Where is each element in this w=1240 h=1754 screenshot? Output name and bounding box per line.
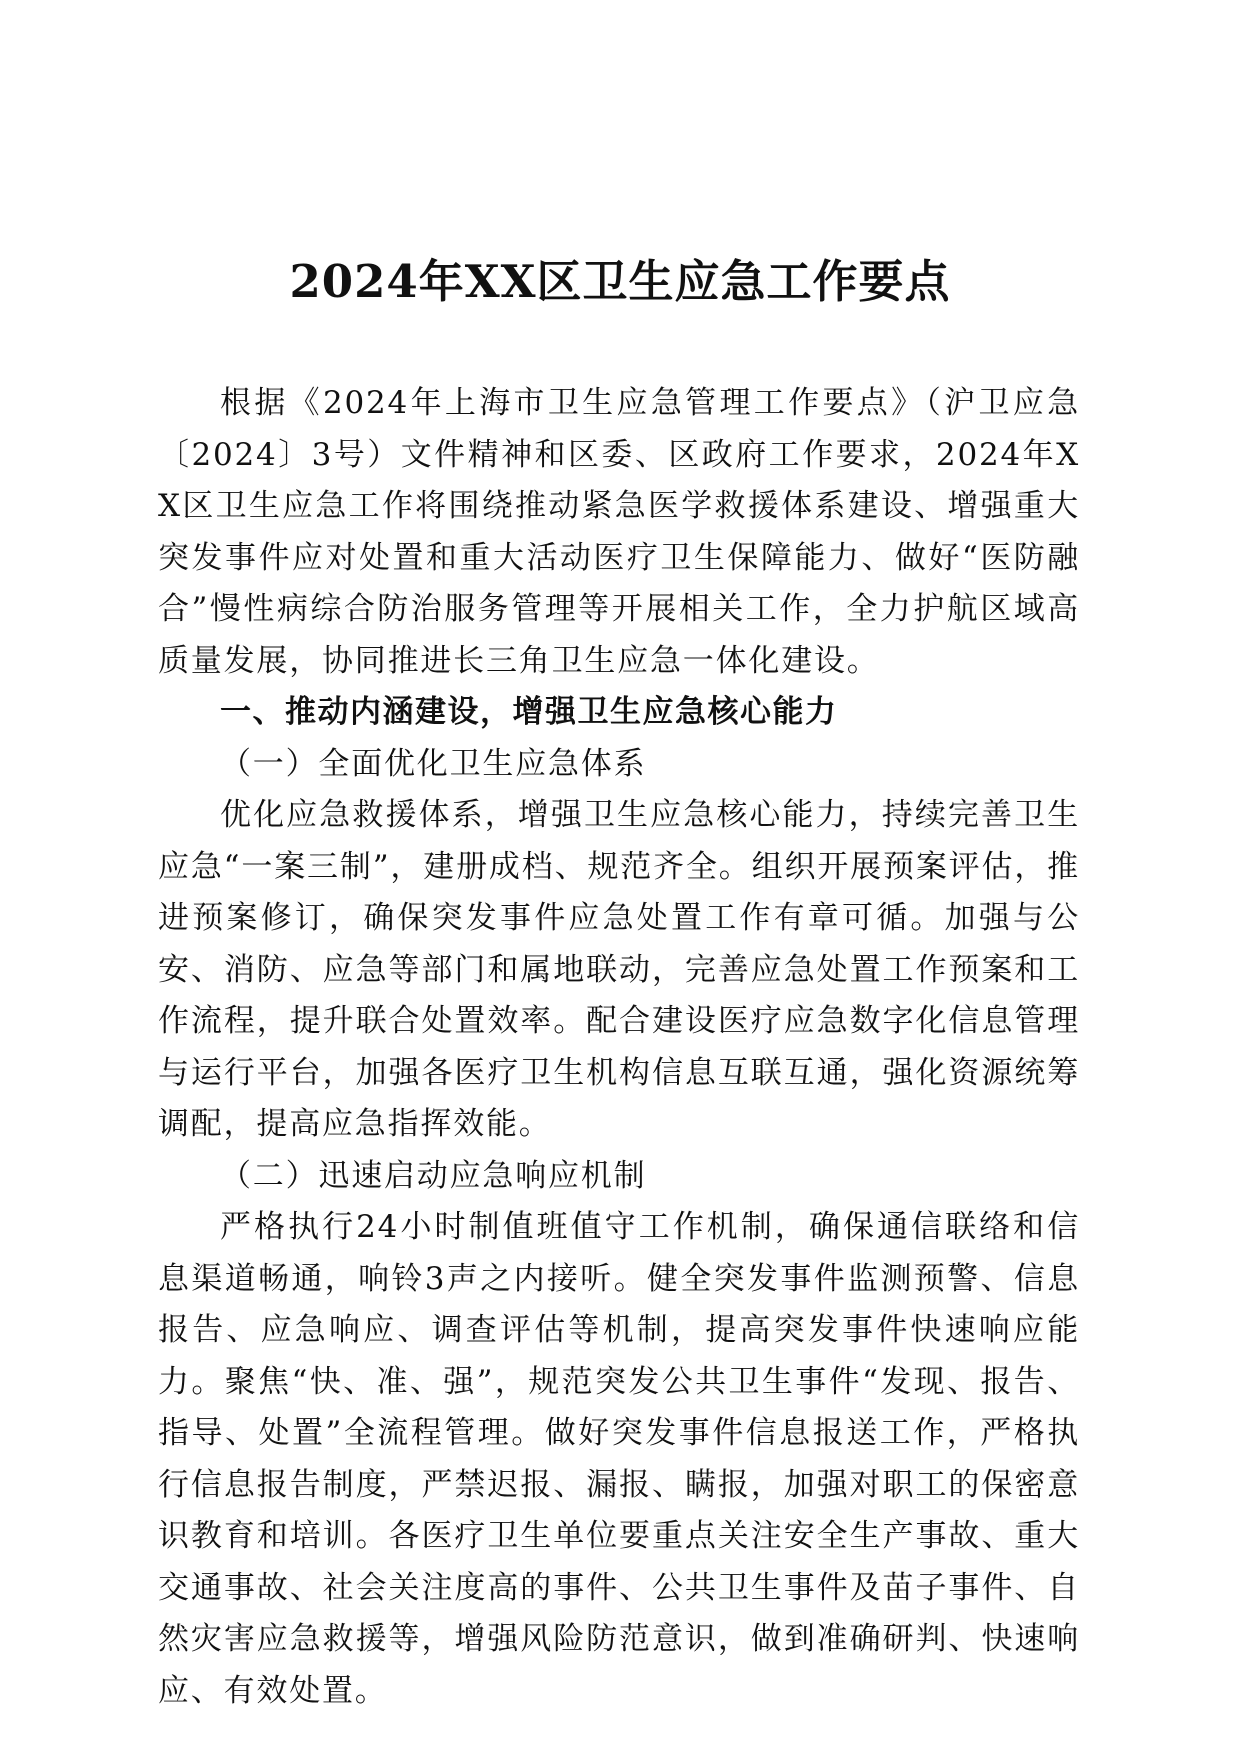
subsection-2-heading: （二）迅速启动应急响应机制 bbox=[220, 1157, 647, 1194]
document-title: 2024年XX区卫生应急工作要点 bbox=[289, 255, 951, 308]
intro-paragraph: 根据《2024年上海市卫生应急管理工作要点》（沪卫应急〔2024〕3号）文件精神和区委、区政府工作要求，2024年XX区卫生应急工作将围绕推动紧急医学救援体系建设、增强重大突发事件应对处置和重大活动医疗卫生保障能力、做好“医防融合”慢性病综合防治服务管理等开展相关工作，全力护航区域高质量发展，协同推进长三角卫生应急一体化建设。 bbox=[158, 385, 1080, 679]
subsection-1-paragraph: 优化应急救援体系，增强卫生应急核心能力，持续完善卫生应急“一案三制”，建册成档、规范齐全。组织开展预案评估，推进预案修订，确保突发事件应急处置工作有章可循。加强与公安、消防、应急等部门和属地联动，完善应急处置工作预案和工作流程，提升联合处置效率。配合建设医疗应急数字化信息管理与运行平台，加强各医疗卫生机构信息互联互通，强化资源统筹调配，提高应急指挥效能。 bbox=[158, 797, 1080, 1142]
subsection-2-paragraph: 严格执行24小时制值班值守工作机制，确保通信联络和信息渠道畅通，响铃3声之内接听。健全突发事件监测预警、信息报告、应急响应、调查评估等机制，提高突发事件快速响应能力。聚焦“快、准、强”，规范突发公共卫生事件“发现、报告、指导、处置”全流程管理。做好突发事件信息报送工作，严格执行信息报告制度，严禁迟报、漏报、瞒报，加强对职工的保密意识教育和培训。各医疗卫生单位要重点关注安全生产事故、重大交通事故、社会关注度高的事件、公共卫生事件及苗子事件、自然灾害应急救援等，增强风险防范意识，做到准确研判、快速响应、有效处置。 bbox=[158, 1209, 1080, 1709]
section-1-heading: 一、推动内涵建设，增强卫生应急核心能力 bbox=[220, 694, 838, 730]
document-body bbox=[158, 378, 1080, 1717]
subsection-1-heading: （一）全面优化卫生应急体系 bbox=[220, 745, 647, 782]
